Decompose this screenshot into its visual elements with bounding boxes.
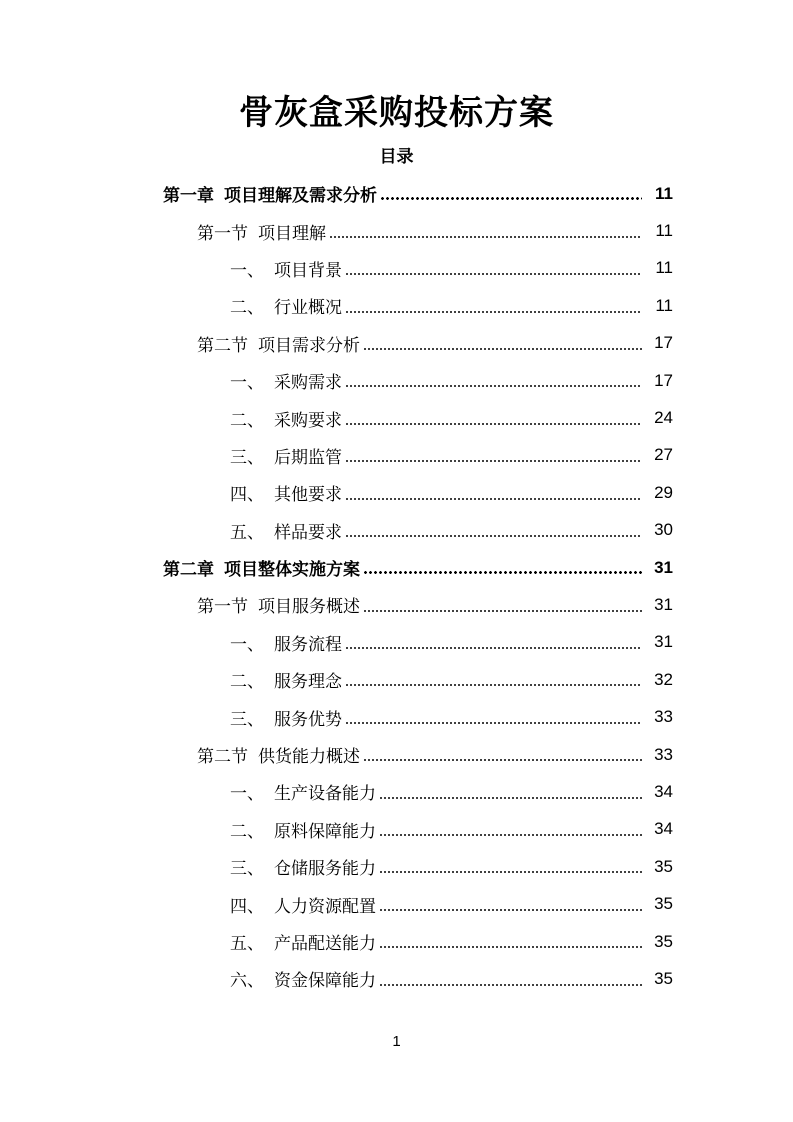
toc-dot-leader xyxy=(379,797,642,799)
toc-entry-item[interactable] xyxy=(0,698,793,735)
toc-entry-label xyxy=(230,667,342,692)
toc-entry-number: 四、 xyxy=(230,485,264,506)
toc-entry-number: 三、 xyxy=(230,859,264,880)
toc-entry-label xyxy=(230,892,376,917)
toc-entry-number: 第二节 xyxy=(197,747,248,768)
toc-entry-page: 33 xyxy=(654,707,673,727)
toc-entry-number: 三、 xyxy=(230,447,264,468)
toc-entry-number: 第一节 xyxy=(197,223,248,244)
toc-dot-leader xyxy=(345,535,642,537)
toc-entry-number: 第一节 xyxy=(197,597,248,618)
toc-dot-leader xyxy=(363,759,642,761)
toc-entry-page: 11 xyxy=(655,295,673,315)
toc-entry-number: 第二章 xyxy=(163,560,214,581)
toc-entry-text: 项目理解 xyxy=(258,223,326,244)
toc-dot-leader xyxy=(379,871,642,873)
toc-entry-number: 二、 xyxy=(230,410,264,431)
toc-entry-number: 第二节 xyxy=(197,335,248,356)
toc-entry-label xyxy=(230,705,342,730)
toc-entry-page: 11 xyxy=(655,221,673,241)
toc-entry-page: 30 xyxy=(654,520,673,540)
toc-dot-leader xyxy=(379,946,642,948)
toc-entry-section[interactable] xyxy=(0,212,793,249)
toc-entry-item[interactable] xyxy=(0,885,793,922)
toc-entry-number: 五、 xyxy=(230,522,264,543)
toc-dot-leader xyxy=(345,684,642,686)
toc-entry-text: 供货能力概述 xyxy=(258,747,360,768)
toc-dot-leader xyxy=(363,610,642,612)
toc-entry-number: 一、 xyxy=(230,784,264,805)
toc-entry-label xyxy=(197,742,360,767)
toc-entry-text: 行业概况 xyxy=(274,298,342,319)
toc-entry-page: 11 xyxy=(655,183,673,203)
toc-entry-label xyxy=(197,331,360,356)
toc-entry-number: 第一章 xyxy=(163,186,214,207)
toc-entry-text: 项目整体实施方案 xyxy=(224,560,360,581)
toc-dot-leader xyxy=(345,498,642,500)
toc-dot-leader xyxy=(379,984,642,986)
toc-entry-label xyxy=(230,929,376,954)
toc-entry-text: 项目背景 xyxy=(274,260,342,281)
toc-entry-page: 34 xyxy=(654,781,673,801)
toc-entry-item[interactable] xyxy=(0,287,793,324)
toc-dot-leader xyxy=(345,722,642,724)
toc-entry-item[interactable] xyxy=(0,661,793,698)
toc-entry-text: 项目需求分析 xyxy=(258,335,360,356)
toc-entry-item[interactable] xyxy=(0,773,793,810)
toc-entry-number: 二、 xyxy=(230,821,264,842)
toc-entry-item[interactable] xyxy=(0,848,793,885)
toc-entry-text: 产品配送能力 xyxy=(274,934,376,954)
toc-entry-item[interactable] xyxy=(0,960,793,997)
toc-entry-chapter[interactable] xyxy=(0,175,793,212)
toc-entry-page: 34 xyxy=(654,819,673,839)
toc-entry-text: 服务优势 xyxy=(274,709,342,730)
toc-entry-text: 资金保障能力 xyxy=(274,971,376,992)
toc-entry-page: 35 xyxy=(654,931,673,951)
toc-entry-text: 采购需求 xyxy=(274,373,342,394)
toc-entry-label xyxy=(197,592,360,617)
toc-entry-page: 35 xyxy=(654,894,673,914)
toc-entry-number: 一、 xyxy=(230,373,264,394)
toc-entry-item[interactable] xyxy=(0,512,793,549)
toc-entry-page: 31 xyxy=(654,632,673,652)
toc-entry-label xyxy=(230,966,376,991)
toc-entry-item[interactable] xyxy=(0,923,793,960)
toc-entry-item[interactable] xyxy=(0,437,793,474)
toc-entry-text: 服务流程 xyxy=(274,634,342,655)
toc-entry-section[interactable] xyxy=(0,325,793,362)
toc-entry-text: 人力资源配置 xyxy=(274,896,376,917)
document-title: 骨灰盒采购投标方案 xyxy=(239,93,554,133)
toc-heading: 目录 xyxy=(379,147,414,167)
toc-entry-text: 采购要求 xyxy=(274,410,342,431)
toc-entry-page: 27 xyxy=(654,445,673,465)
toc-dot-leader xyxy=(380,197,642,200)
toc-entry-page: 32 xyxy=(654,669,673,689)
toc-dot-leader xyxy=(345,460,642,462)
toc-entry-item[interactable] xyxy=(0,474,793,511)
toc-entry-item[interactable] xyxy=(0,624,793,661)
toc-entry-text: 项目理解及需求分析 xyxy=(224,186,377,207)
toc-dot-leader xyxy=(329,236,642,238)
toc-entry-label xyxy=(230,443,342,468)
toc-entry-text: 仓储服务能力 xyxy=(274,859,376,880)
toc-entry-label xyxy=(230,368,342,393)
toc-entry-page: 24 xyxy=(654,408,673,428)
toc-entry-text: 原料保障能力 xyxy=(274,821,376,842)
toc-entry-chapter[interactable] xyxy=(0,549,793,586)
toc-entry-page: 35 xyxy=(654,856,673,876)
toc-entry-item[interactable] xyxy=(0,362,793,399)
toc-entry-text: 项目服务概述 xyxy=(258,597,360,618)
toc-entry-number: 六、 xyxy=(230,971,264,992)
toc-entry-text: 服务理念 xyxy=(274,672,342,693)
toc-entry-label xyxy=(230,256,342,281)
toc-entry-page: 31 xyxy=(654,594,673,614)
toc-dot-leader xyxy=(363,571,642,574)
toc-entry-label xyxy=(230,779,376,804)
toc-entry-label xyxy=(163,555,360,580)
toc-dot-leader xyxy=(345,647,642,649)
toc-entry-label xyxy=(230,630,342,655)
toc-entry-number: 三、 xyxy=(230,709,264,730)
toc-entry-label xyxy=(230,293,342,318)
toc-dot-leader xyxy=(345,273,642,275)
toc-entry-number: 一、 xyxy=(230,634,264,655)
toc-entry-label xyxy=(230,406,342,431)
toc-entry-label xyxy=(230,518,342,543)
toc-entry-item[interactable] xyxy=(0,811,793,848)
toc-entry-label xyxy=(197,219,326,244)
toc-entry-item[interactable] xyxy=(0,399,793,436)
toc-dot-leader xyxy=(363,348,642,350)
toc-entry-page: 17 xyxy=(654,333,673,353)
toc-entry-number: 二、 xyxy=(230,672,264,693)
toc-entry-label xyxy=(230,817,376,842)
toc-entry-number: 一、 xyxy=(230,260,264,281)
toc-dot-leader xyxy=(345,423,642,425)
table-of-contents xyxy=(0,175,793,998)
toc-entry-item[interactable] xyxy=(0,250,793,287)
toc-entry-page: 17 xyxy=(654,370,673,390)
toc-entry-text: 其他要求 xyxy=(274,485,342,506)
toc-entry-text: 生产设备能力 xyxy=(274,784,376,805)
toc-entry-text: 后期监管 xyxy=(274,447,342,468)
page-number: 1 xyxy=(392,1033,401,1050)
toc-entry-number: 四、 xyxy=(230,896,264,917)
toc-entry-page: 11 xyxy=(655,258,673,278)
toc-entry-number: 二、 xyxy=(230,298,264,319)
toc-entry-number: 五、 xyxy=(230,934,264,954)
toc-entry-section[interactable] xyxy=(0,736,793,773)
toc-entry-text: 样品要求 xyxy=(274,522,342,543)
toc-entry-label xyxy=(230,854,376,879)
toc-dot-leader xyxy=(379,834,642,836)
toc-dot-leader xyxy=(345,385,642,387)
toc-entry-label xyxy=(163,181,377,206)
toc-entry-page: 33 xyxy=(654,744,673,764)
toc-entry-page: 35 xyxy=(654,968,673,988)
toc-entry-label xyxy=(230,480,342,505)
toc-entry-section[interactable] xyxy=(0,586,793,623)
toc-entry-page: 29 xyxy=(654,482,673,502)
toc-dot-leader xyxy=(379,909,642,911)
toc-entry-page: 31 xyxy=(654,557,673,577)
toc-dot-leader xyxy=(345,311,642,313)
